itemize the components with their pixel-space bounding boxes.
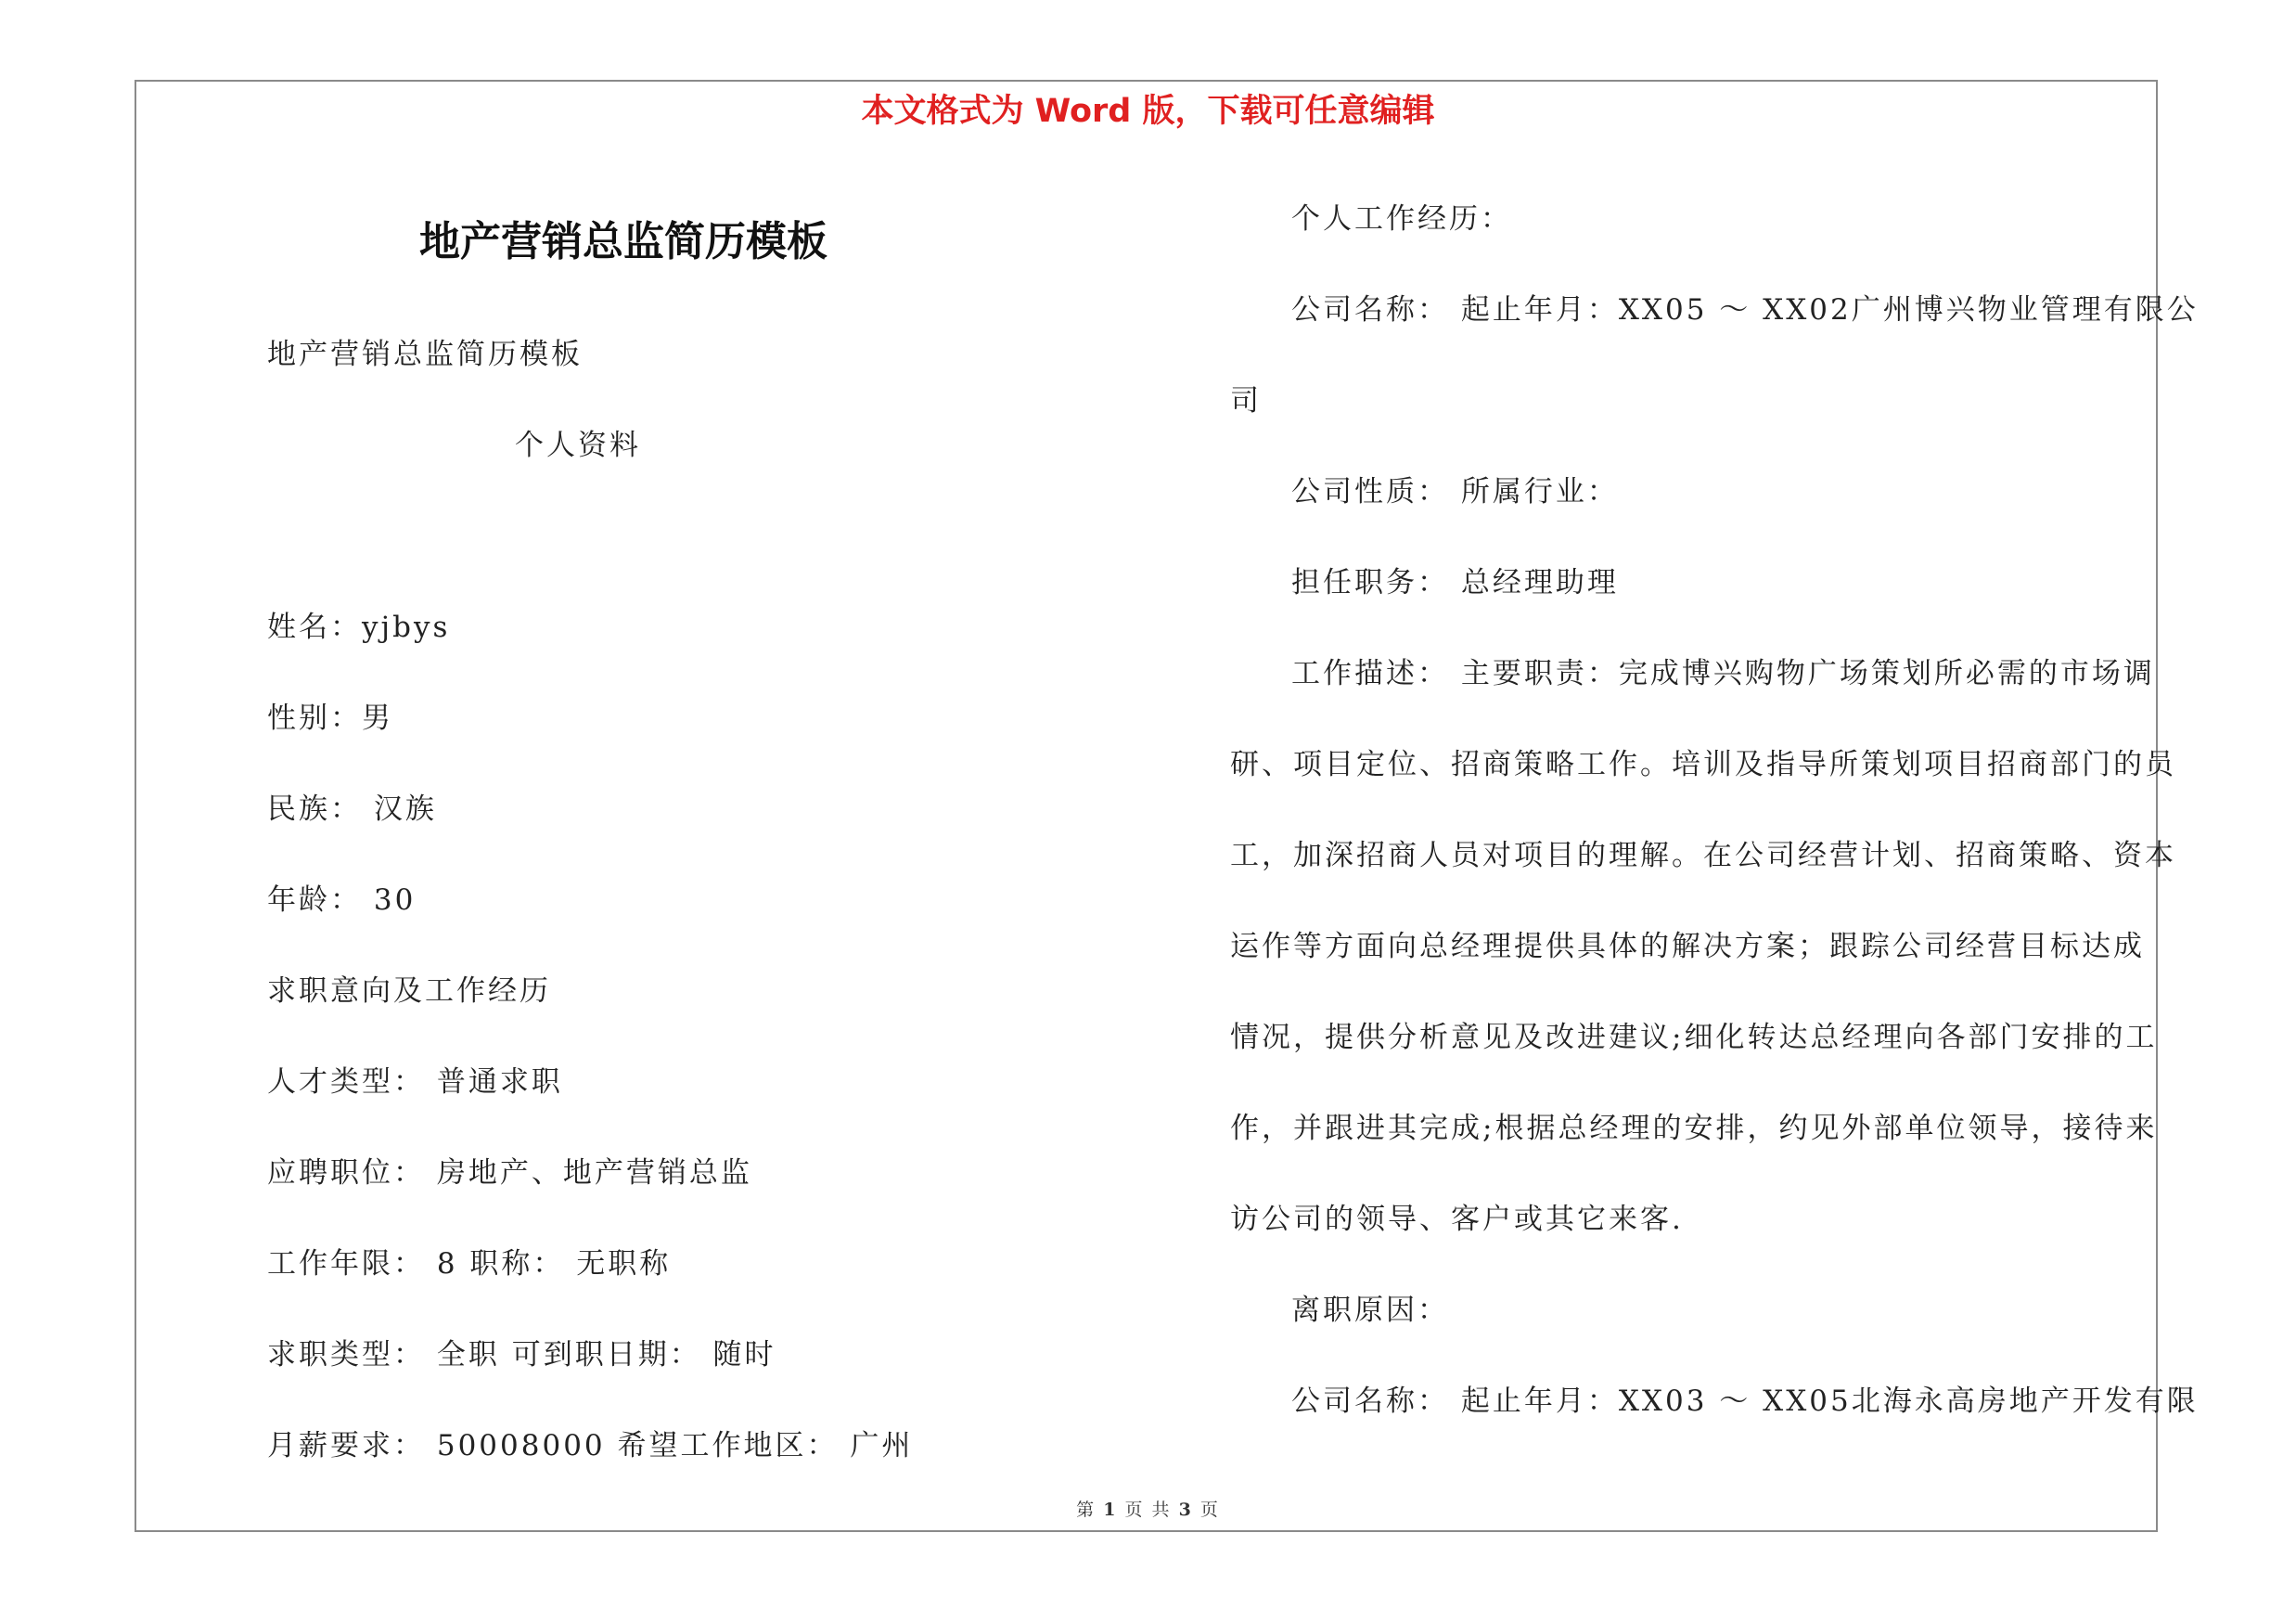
field-name: 姓名：yjbys <box>267 611 451 644</box>
leave-reason: 离职原因： <box>1291 1294 1449 1327</box>
work-history-heading: 个人工作经历： <box>1291 202 1512 236</box>
current-page-number: 1 <box>1103 1500 1118 1520</box>
company1-nature: 公司性质： 所属行业： <box>1291 475 1619 509</box>
section-personal-info: 个人资料 <box>515 429 641 462</box>
field-work-years: 工作年限： 8 职称： 无职称 <box>267 1247 672 1281</box>
field-position: 应聘职位： 房地产、地产营销总监 <box>267 1156 752 1190</box>
field-ethnicity: 民族： 汉族 <box>267 792 437 826</box>
company1-name-line2: 司 <box>1230 384 1262 418</box>
page-footer <box>0 1496 2296 1521</box>
job-description-line: 访公司的领导、客户或其它来客. <box>1230 1203 1684 1236</box>
subtitle: 地产营销总监简历模板 <box>267 338 583 371</box>
job-description-line: 运作等方面向总经理提供具体的解决方案；跟踪公司经营目标达成 <box>1230 930 2145 963</box>
job-description-line: 作，并跟进其完成;根据总经理的安排，约见外部单位领导，接待来 <box>1230 1112 2158 1145</box>
total-page-count: 3 <box>1178 1500 1193 1520</box>
document-title: 地产营销总监简历模板 <box>419 218 827 265</box>
section-job-intent: 求职意向及工作经历 <box>267 974 551 1008</box>
company2-name: 公司名称： 起止年月：XX03 ～ XX05北海永高房地产开发有限 <box>1291 1385 2199 1418</box>
field-salary: 月薪要求： 50008000 希望工作地区： 广州 <box>267 1429 914 1462</box>
job-description-line: 工作描述： 主要职责：完成博兴购物广场策划所必需的市场调 <box>1291 657 2155 690</box>
job-description-line: 情况，提供分析意见及改进建议;细化转达总经理向各部门安排的工 <box>1230 1021 2158 1054</box>
field-talent-type: 人才类型： 普通求职 <box>267 1065 563 1099</box>
footer-middle: 页 共 <box>1124 1500 1172 1520</box>
job-description-line: 工，加深招商人员对项目的理解。在公司经营计划、招商策略、资本 <box>1230 839 2176 872</box>
word-format-banner: 本文格式为 Word 版，下载可任意编辑 <box>861 93 1435 130</box>
footer-suffix: 页 <box>1199 1500 1220 1520</box>
footer-prefix: 第 <box>1076 1500 1097 1520</box>
field-age: 年龄： 30 <box>267 883 417 917</box>
company1-name-line1: 公司名称： 起止年月：XX05 ～ XX02广州博兴物业管理有限公 <box>1291 293 2199 327</box>
company1-duty: 担任职务： 总经理助理 <box>1291 566 1619 599</box>
job-description-line: 研、项目定位、招商策略工作。培训及指导所策划项目招商部门的员 <box>1230 748 2176 781</box>
field-gender: 性别：男 <box>267 702 393 735</box>
field-job-type: 求职类型： 全职 可到职日期： 随时 <box>267 1338 776 1372</box>
